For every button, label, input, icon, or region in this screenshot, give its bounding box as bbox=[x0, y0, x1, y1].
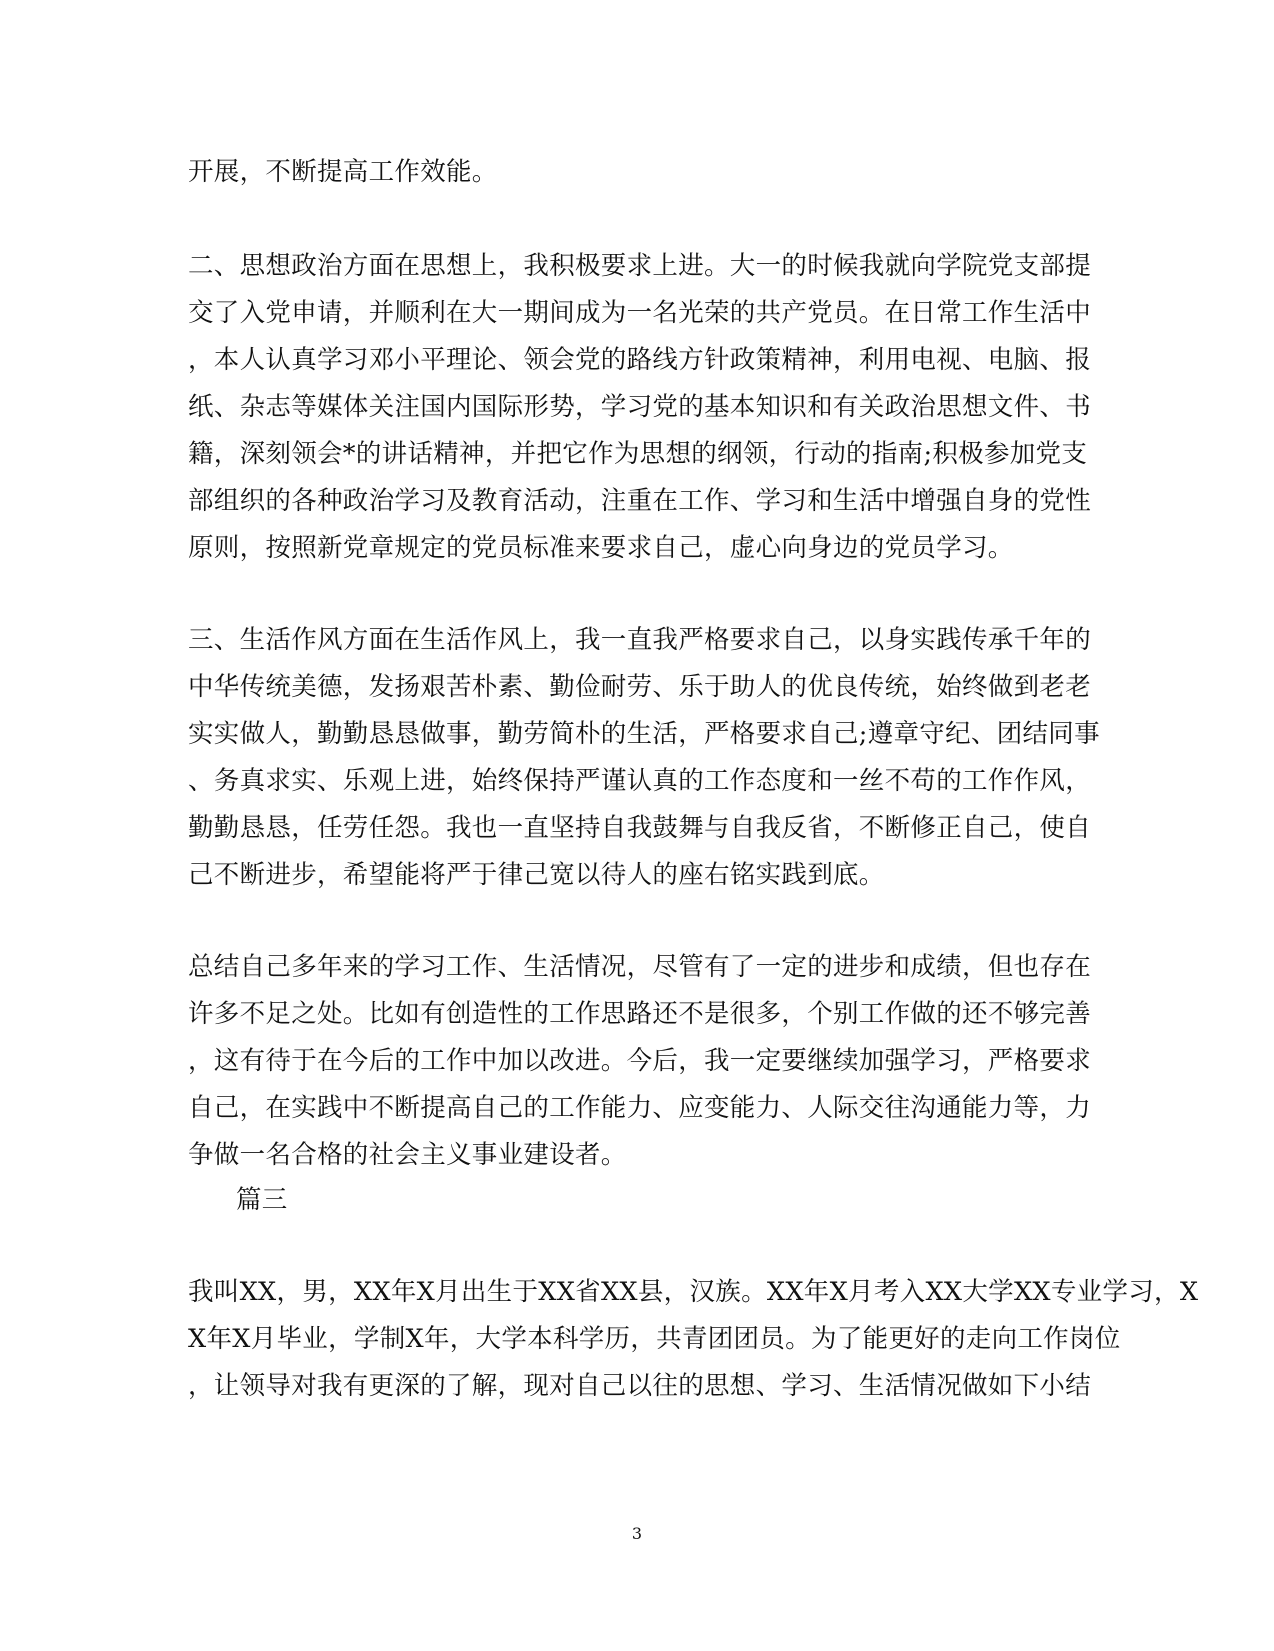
text-line: 自己，在实践中不断提高自己的工作能力、应变能力、人际交往沟通能力等，力 bbox=[188, 1093, 1092, 1123]
text-line: ，让领导对我有更深的了解，现对自己以往的思想、学习、生活情况做如下小结 bbox=[188, 1371, 1092, 1401]
text-line: 部组织的各种政治学习及教育活动，注重在工作、学习和生活中增强自身的党性 bbox=[188, 486, 1092, 516]
text-line: 我叫XX，男，XX年X月出生于XX省XX县，汉族。XX年X月考入XX大学XX专业学习，X bbox=[188, 1277, 1199, 1307]
text-line: ，本人认真学习邓小平理论、领会党的路线方针政策精神，利用电视、电脑、报 bbox=[188, 345, 1092, 375]
text-line: 勤勤恳恳，任劳任怨。我也一直坚持自我鼓舞与自我反省，不断修正自己，使自 bbox=[188, 813, 1092, 843]
text-line: 、务真求实、乐观上进，始终保持严谨认真的工作态度和一丝不苟的工作作风， bbox=[188, 766, 1092, 796]
text-line: 争做一名合格的社会主义事业建设者。 bbox=[188, 1140, 627, 1170]
page-number: 3 bbox=[631, 1524, 643, 1543]
text-line: 纸、杂志等媒体关注国内国际形势，学习党的基本知识和有关政治思想文件、书 bbox=[188, 392, 1092, 422]
text-line: 籍，深刻领会*的讲话精神，并把它作为思想的纲领，行动的指南;积极参加党支 bbox=[188, 439, 1088, 469]
section-heading: 篇三 bbox=[236, 1185, 288, 1215]
text-line: 总结自己多年来的学习工作、生活情况，尽管有了一定的进步和成绩，但也存在 bbox=[188, 952, 1092, 982]
text-line: X年X月毕业，学制X年，大学本科学历，共青团团员。为了能更好的走向工作岗位 bbox=[188, 1324, 1121, 1354]
text-line: 二、思想政治方面在思想上，我积极要求上进。大一的时候我就向学院党支部提 bbox=[188, 251, 1092, 281]
text-line: 原则，按照新党章规定的党员标准来要求自己，虚心向身边的党员学习。 bbox=[188, 533, 1014, 563]
text-line: ，这有待于在今后的工作中加以改进。今后，我一定要继续加强学习，严格要求 bbox=[188, 1046, 1092, 1076]
text-line: 开展，不断提高工作效能。 bbox=[188, 157, 498, 187]
text-line: 交了入党申请，并顺利在大一期间成为一名光荣的共产党员。在日常工作生活中 bbox=[188, 298, 1092, 328]
text-line: 己不断进步，希望能将严于律己宽以待人的座右铭实践到底。 bbox=[188, 860, 885, 890]
text-line: 中华传统美德，发扬艰苦朴素、勤俭耐劳、乐于助人的优良传统，始终做到老老 bbox=[188, 672, 1092, 702]
text-line: 实实做人，勤勤恳恳做事，勤劳简朴的生活，严格要求自己;遵章守纪、团结同事 bbox=[188, 719, 1100, 749]
text-line: 三、生活作风方面在生活作风上，我一直我严格要求自己，以身实践传承千年的 bbox=[188, 625, 1092, 655]
text-line: 许多不足之处。比如有创造性的工作思路还不是很多，个别工作做的还不够完善 bbox=[188, 999, 1092, 1029]
